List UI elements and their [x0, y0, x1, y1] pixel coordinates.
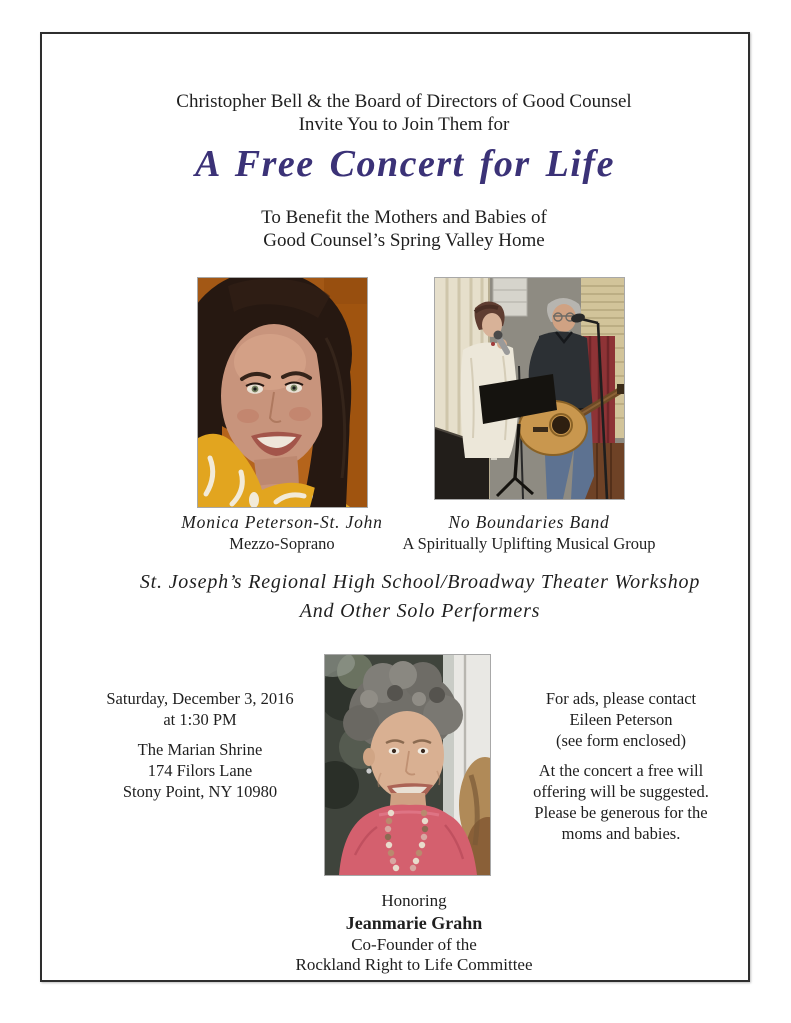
- additional-performers-line-2: And Other Solo Performers: [299, 600, 541, 622]
- event-details-block: [106, 688, 293, 802]
- honoree-desc-2: Rockland Right to Life Committee: [295, 955, 533, 974]
- band-photo: [434, 277, 625, 500]
- page-title: A Free Concert for Life: [195, 143, 615, 185]
- honoree-name: Jeanmarie Grahn: [345, 912, 483, 933]
- additional-performers-line-1: St. Joseph’s Regional High School/Broadway Theater Workshop: [139, 571, 701, 593]
- event-date: Saturday, December 3, 2016: [106, 689, 294, 708]
- additional-performers-block: [140, 568, 700, 626]
- event-venue: The Marian Shrine: [137, 740, 263, 759]
- ads-line-7: moms and babies.: [561, 824, 681, 843]
- header-block: [176, 90, 631, 136]
- event-address-1: 174 Filors Lane: [147, 761, 253, 780]
- ads-line-3: (see form enclosed): [555, 731, 687, 750]
- subtitle-line-2: Good Counsel’s Spring Valley Home: [263, 230, 545, 251]
- ads-line-2: Eileen Peterson: [569, 710, 673, 729]
- monica-photo-art: [198, 278, 367, 507]
- event-time: at 1:30 PM: [163, 710, 237, 729]
- event-address-2: Stony Point, NY 10980: [122, 782, 278, 801]
- header-line-1: Christopher Bell & the Board of Directors of Good Counsel: [176, 91, 632, 112]
- monica-photo: [197, 277, 368, 508]
- honoree-photo-art: [325, 655, 490, 875]
- band-caption: [403, 512, 656, 554]
- ads-line-5: offering will be suggested.: [533, 782, 709, 801]
- honoree-photo: [324, 654, 491, 876]
- monica-name: Monica Peterson-St. John: [181, 512, 383, 532]
- subtitle-block: [261, 206, 547, 252]
- ads-line-1: For ads, please contact: [545, 689, 697, 708]
- band-name: No Boundaries Band: [448, 512, 610, 532]
- monica-caption: [181, 512, 382, 554]
- honoring-block: [295, 891, 532, 976]
- honoree-desc-1: Co-Founder of the: [351, 934, 477, 954]
- honoring-label: Honoring: [381, 891, 447, 910]
- subtitle-line-1: To Benefit the Mothers and Babies of: [261, 207, 547, 228]
- band-role: A Spiritually Uplifting Musical Group: [402, 534, 656, 553]
- header-line-2: Invite You to Join Them for: [298, 114, 510, 135]
- band-photo-art: [435, 278, 624, 499]
- ads-info-block: [533, 688, 709, 844]
- monica-role: Mezzo-Soprano: [229, 534, 335, 553]
- ads-line-4: At the concert a free will: [538, 761, 704, 780]
- ads-line-6: Please be generous for the: [534, 803, 708, 822]
